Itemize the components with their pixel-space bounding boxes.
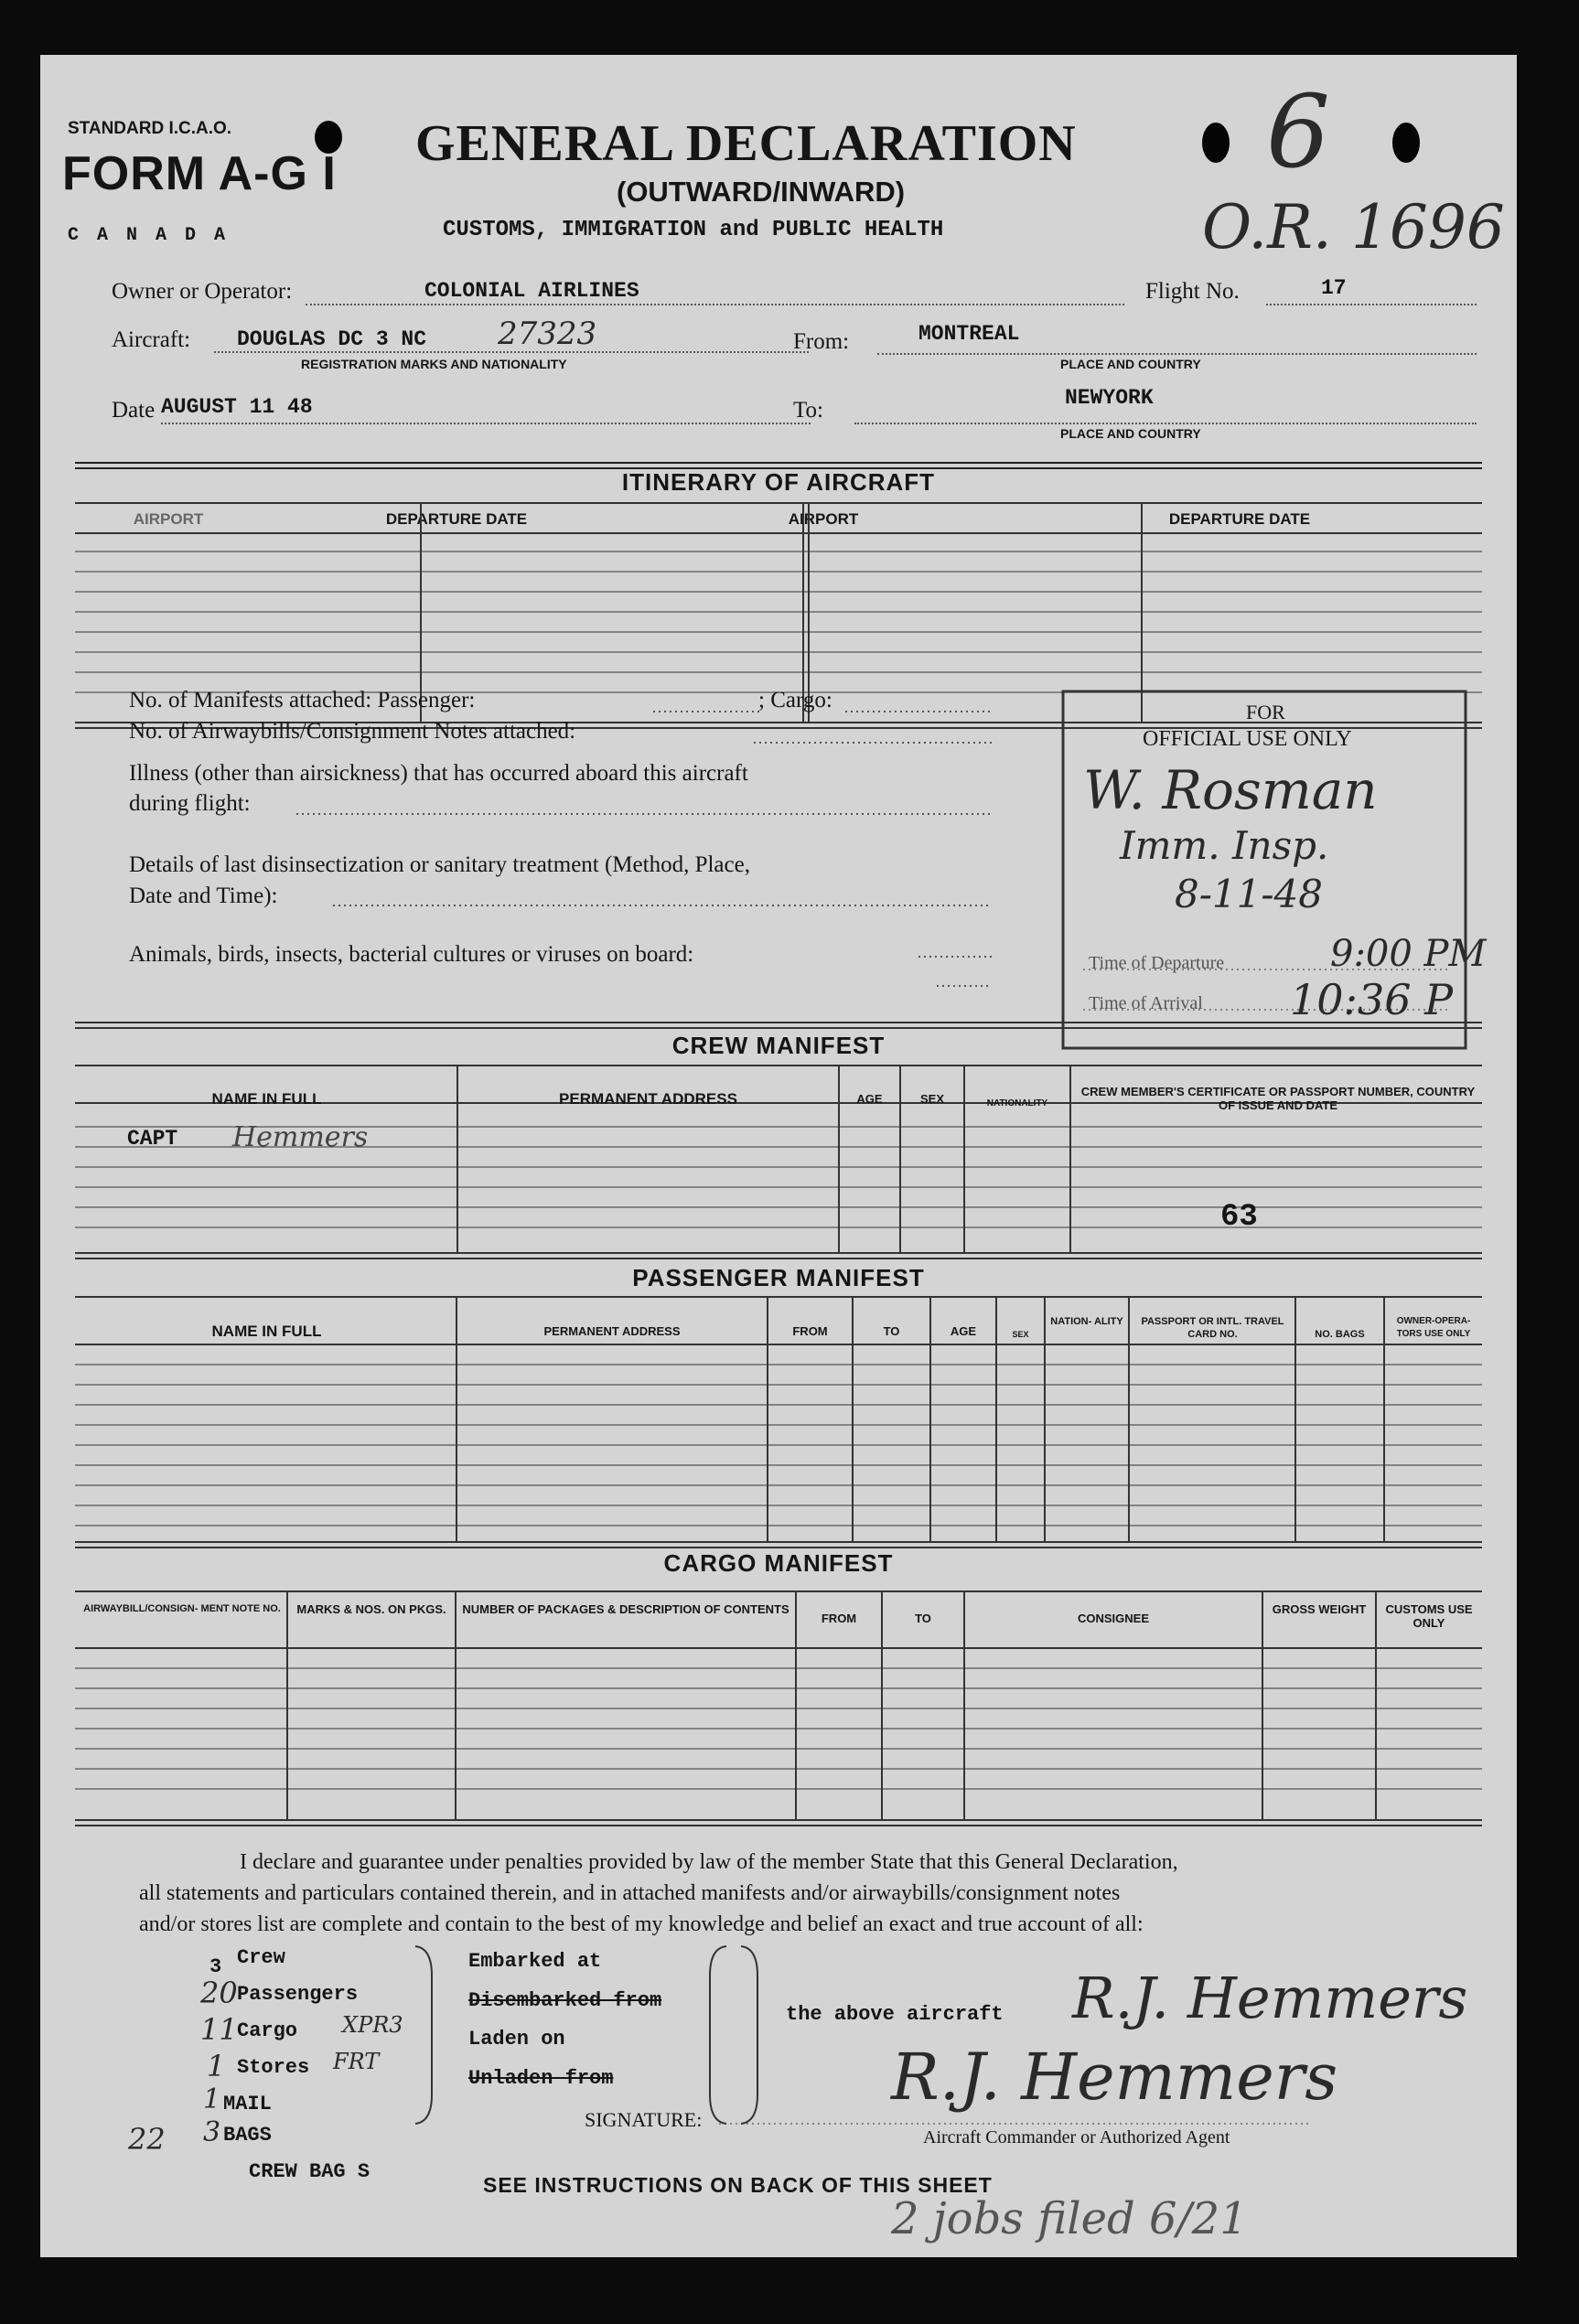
cargo-col-to: TO <box>915 1612 931 1625</box>
airwaybills-label: No. of Airwaybills/Consignment Notes attached: <box>129 719 576 744</box>
aircraft-handwritten: 27323 <box>498 316 597 352</box>
animals-label: Animals, birds, insects, bacterial cultures or viruses on board: <box>129 942 694 967</box>
official-for: FOR <box>1246 701 1285 723</box>
cargo-col-marks: MARKS & NOS. ON PKGS. <box>296 1602 446 1616</box>
from-label: From: <box>793 329 850 354</box>
passenger-col-sex: SEX <box>1012 1330 1029 1339</box>
decl-unladen: Unladen from <box>468 2067 614 2090</box>
arrival-label: Time of Arrival <box>1089 993 1203 1013</box>
decl-mail-count: 1 <box>203 2083 221 2115</box>
owner-label: Owner or Operator: <box>112 279 293 304</box>
illness-label-2: during flight: <box>129 791 251 816</box>
date-value: AUGUST 11 48 <box>161 395 313 419</box>
decl-handwritten-22: 22 <box>128 2122 166 2157</box>
decl-bags: BAGS <box>223 2124 272 2147</box>
cargo-col-consignee: CONSIGNEE <box>1077 1612 1149 1625</box>
owner-value: COLONIAL AIRLINES <box>424 279 639 303</box>
form-number: FORM A-G I <box>62 147 337 200</box>
commander-signature-2: R.J. Hemmers <box>891 2040 1338 2115</box>
arrival-value: 10:36 P <box>1290 975 1454 1024</box>
decl-cargo-hand: XPR3 <box>342 2012 403 2038</box>
crew-col-age: AGE <box>856 1092 883 1106</box>
decl-stores: Stores <box>237 2056 310 2079</box>
crew-col-sex: SEX <box>919 1092 944 1106</box>
handwritten-mark: 6 <box>1266 73 1330 190</box>
crew-manifest-title: CREW MANIFEST <box>671 1032 886 1059</box>
passenger-col-name: NAME IN FULL <box>211 1323 322 1340</box>
decl-crew-bags: CREW BAG S <box>249 2160 371 2183</box>
crew-col-nationality: NATIONALITY <box>986 1098 1048 1108</box>
aircraft-label: Aircraft: <box>112 327 191 352</box>
decl-above-aircraft: the above aircraft <box>786 2003 1004 2026</box>
decl-embarked: Embarked at <box>468 1950 602 1973</box>
page-subtitle: (OUTWARD/INWARD) <box>617 176 906 208</box>
registration-caption: REGISTRATION MARKS AND NATIONALITY <box>301 357 567 371</box>
cargo-col-airwaybill: AIRWAYBILL/CONSIGN- MENT NOTE NO. <box>83 1603 281 1614</box>
cargo-col-from: FROM <box>821 1612 857 1625</box>
manifests-label: No. of Manifests attached: Passenger: <box>129 688 476 712</box>
decl-stores-hand: FRT <box>333 2049 380 2074</box>
passenger-col-nationality: NATION- ALITY <box>1050 1316 1123 1327</box>
instructions-note: SEE INSTRUCTIONS ON BACK OF THIS SHEET <box>483 2173 993 2197</box>
declaration-line-1: I declare and guarantee under penalties provided by law of the member State that this General Declaration, <box>240 1850 1178 1874</box>
departure-value: 9:00 PM <box>1330 933 1487 975</box>
from-caption: PLACE AND COUNTRY <box>1060 357 1201 371</box>
crew-col-name: NAME IN FULL <box>211 1090 322 1108</box>
crew-row-1-name: CAPT <box>127 1127 178 1151</box>
standard-label: STANDARD I.C.A.O. <box>68 119 232 138</box>
disinsect-label-2: Date and Time): <box>129 884 278 908</box>
crew-note: 63 <box>1220 1200 1258 1235</box>
passenger-col-passport: PASSPORT OR INTL. TRAVEL CARD NO. <box>1141 1316 1284 1340</box>
signature-label: SIGNATURE: <box>585 2108 703 2131</box>
flight-value: 17 <box>1321 276 1347 300</box>
handwritten-reference: O.R. 1696 <box>1202 192 1505 262</box>
passenger-col-to: TO <box>883 1324 900 1338</box>
decl-crew-count: 3 <box>209 1955 222 1978</box>
page-subtitle-2: CUSTOMS, IMMIGRATION and PUBLIC HEALTH <box>443 218 944 242</box>
crew-row-1-hand: Hemmers <box>232 1121 369 1153</box>
passenger-col-bags: NO. BAGS <box>1315 1329 1365 1340</box>
to-label: To: <box>793 398 823 423</box>
cargo-manifests-label: ; Cargo: <box>758 688 832 712</box>
country-label: C A N A D A <box>68 225 230 246</box>
decl-passengers-count: 20 <box>200 1976 238 2010</box>
itinerary-title: ITINERARY OF AIRCRAFT <box>621 468 936 496</box>
departure-label: Time of Departure <box>1089 953 1225 973</box>
cargo-col-packages: NUMBER OF PACKAGES & DESCRIPTION OF CONTENTS <box>462 1602 790 1616</box>
itinerary-col-departure-2: DEPARTURE DATE <box>1168 510 1311 528</box>
official-signature: W. Rosman <box>1083 759 1378 821</box>
decl-laden: Laden on <box>468 2028 565 2051</box>
itinerary-col-airport: AIRPORT <box>133 510 204 528</box>
crew-col-address: PERMANENT ADDRESS <box>559 1090 737 1108</box>
crew-col-certificate: CREW MEMBER'S CERTIFICATE OR PASSPORT NUMBER, COUNTRY OF ISSUE AND DATE <box>1080 1085 1476 1112</box>
disinsect-label: Details of last disinsectization or sanitary treatment (Method, Place, <box>129 852 750 877</box>
page-title: GENERAL DECLARATION <box>415 115 1077 172</box>
from-value: MONTREAL <box>918 322 1020 346</box>
form-sheet <box>40 55 1517 2257</box>
cargo-manifest-title: CARGO MANIFEST <box>663 1549 894 1577</box>
flight-label: Flight No. <box>1145 279 1240 304</box>
cargo-col-weight: GROSS WEIGHT <box>1272 1602 1367 1616</box>
aircraft-value: DOUGLAS DC 3 NC <box>237 327 427 351</box>
official-signature-title: Imm. Insp. <box>1120 823 1329 868</box>
decl-bags-count: 3 <box>203 2116 221 2148</box>
decl-cargo-count: 11 <box>200 2012 238 2047</box>
decl-cargo: Cargo <box>237 2019 298 2042</box>
decl-disembarked: Disembarked from <box>468 1989 662 2012</box>
passenger-col-address: PERMANENT ADDRESS <box>543 1324 681 1338</box>
declaration-line-3: and/or stores list are complete and contain to the best of my knowledge and belief an exact and true account of all: <box>139 1912 1144 1936</box>
official-use-only: OFFICIAL USE ONLY <box>1143 727 1352 751</box>
decl-crew: Crew <box>237 1946 285 1969</box>
to-caption: PLACE AND COUNTRY <box>1060 426 1201 441</box>
bottom-handwritten-note: 2 jobs filed 6/21 <box>891 2193 1248 2244</box>
decl-stores-count: 1 <box>207 2049 226 2083</box>
official-date: 8-11-48 <box>1175 872 1323 916</box>
declaration-line-2: all statements and particulars contained therein, and in attached manifests and/or airwaybills/consignment notes <box>139 1881 1121 1905</box>
passenger-manifest-title: PASSENGER MANIFEST <box>632 1264 925 1291</box>
passenger-col-from: FROM <box>792 1324 828 1338</box>
commander-caption: Aircraft Commander or Authorized Agent <box>923 2127 1230 2147</box>
date-label: Date <box>112 398 156 423</box>
passenger-col-owner: OWNER-OPERA- TORS USE ONLY <box>1396 1316 1471 1339</box>
illness-label: Illness (other than airsickness) that has occurred aboard this aircraft <box>129 761 748 786</box>
itinerary-col-departure: DEPARTURE DATE <box>385 510 528 528</box>
decl-passengers: Passengers <box>237 1983 359 2006</box>
to-value: NEWYORK <box>1065 386 1154 410</box>
cargo-col-customs: CUSTOMS USE ONLY <box>1385 1602 1473 1630</box>
itinerary-col-airport-2: AIRPORT <box>788 510 859 528</box>
decl-mail: MAIL <box>223 2093 272 2115</box>
passenger-col-age: AGE <box>950 1324 977 1338</box>
commander-signature: R.J. Hemmers <box>1072 1965 1468 2031</box>
